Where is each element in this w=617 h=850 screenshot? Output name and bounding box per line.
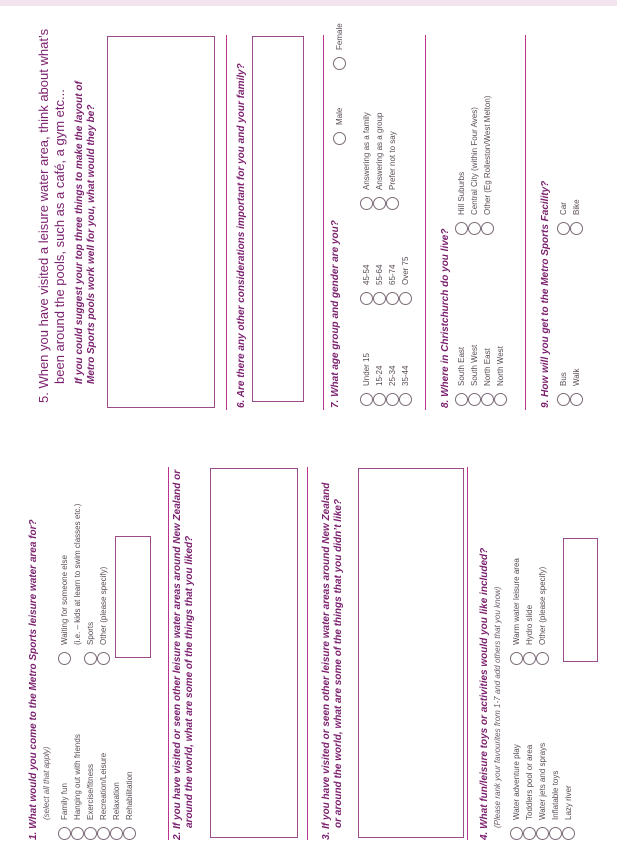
option-label: Hill Suburbs (456, 171, 466, 215)
q5-sub-line1: If you could suggest your top three things to make the layout of (74, 81, 85, 384)
option-label: 45-54 (361, 264, 371, 285)
option-label: Car (558, 202, 568, 215)
option-item[interactable] (562, 743, 575, 840)
option-label: 25-34 (387, 365, 397, 386)
q5-title-line2: been around the pools, such as a café, a gym etc... (52, 89, 67, 384)
option-label: Hydro slide (524, 604, 534, 645)
option-label: North West (495, 346, 505, 386)
option-label: South East (456, 346, 466, 386)
option-label: (i.e. – kids at learn to swim classes etc.) (72, 503, 82, 645)
radio-circle[interactable] (84, 827, 97, 840)
option-label: 65-74 (387, 264, 397, 285)
option-item[interactable] (557, 369, 570, 406)
q1-divider (168, 467, 169, 840)
q9-title: 9. How will you get to the Metro Sports Facility? (540, 180, 551, 408)
option-label: Other (please specify) (537, 566, 547, 645)
radio-circle[interactable] (333, 57, 346, 70)
q7-options-col2 (360, 257, 412, 305)
option-item[interactable] (494, 345, 507, 406)
q1-title: 1. What would you come to the Metro Sports leisure water area for? (28, 519, 39, 840)
option-item[interactable] (510, 558, 523, 665)
radio-circle[interactable] (510, 827, 523, 840)
radio-circle[interactable] (386, 393, 399, 406)
q3-title-line2: or around the world, what are some of the things that you didn’t like? (333, 498, 344, 828)
option-item[interactable] (373, 353, 386, 406)
option-label: Other (Eg Rolleston/West Melton) (482, 95, 492, 215)
option-label: Walk (571, 368, 581, 386)
option-label: Relaxation (111, 782, 121, 820)
q7-divider (425, 35, 426, 410)
option-label: Prefer not to say (387, 131, 397, 190)
option-label: Waiting for someone else (59, 555, 69, 645)
radio-circle[interactable] (536, 827, 549, 840)
option-label: 35-44 (400, 365, 410, 386)
radio-circle[interactable] (58, 652, 71, 665)
radio-circle[interactable] (523, 652, 536, 665)
option-item[interactable] (84, 504, 97, 665)
option-item[interactable] (523, 743, 536, 840)
option-label: South West (469, 344, 479, 386)
q7-options-col3 (360, 112, 399, 210)
option-item[interactable] (386, 257, 399, 305)
option-item[interactable] (399, 353, 412, 406)
option-item[interactable] (536, 558, 549, 665)
radio-circle[interactable] (570, 222, 583, 235)
radio-circle[interactable] (373, 292, 386, 305)
radio-circle[interactable] (455, 393, 468, 406)
radio-circle[interactable] (399, 393, 412, 406)
option-label: Other (please specify) (98, 566, 108, 645)
radio-circle[interactable] (97, 827, 110, 840)
option-item[interactable] (481, 345, 494, 406)
option-item[interactable] (455, 345, 468, 406)
option-item[interactable] (557, 199, 570, 235)
q1-other-answer-box[interactable] (115, 536, 151, 658)
q6-answer-box[interactable] (252, 36, 304, 402)
radio-circle[interactable] (71, 827, 84, 840)
option-item[interactable] (58, 734, 71, 840)
option-item[interactable] (360, 112, 373, 210)
q7-options-col1 (360, 353, 412, 406)
option-label: Lazy river (563, 785, 573, 820)
radio-circle[interactable] (557, 393, 570, 406)
q7-male-option[interactable]: Male (333, 108, 346, 145)
radio-circle[interactable] (58, 827, 71, 840)
option-item[interactable] (523, 558, 536, 665)
option-label: 15-24 (374, 365, 384, 386)
option-label: Water jets and sprays (537, 742, 547, 820)
option-label: Inflatable toys (550, 770, 560, 820)
option-item[interactable] (97, 504, 110, 665)
radio-circle[interactable] (557, 222, 570, 235)
q9-options-col2 (557, 199, 583, 235)
option-item[interactable] (455, 96, 468, 235)
option-item[interactable] (386, 353, 399, 406)
q4-options-col1 (510, 743, 575, 840)
option-label: Recreation/Leisure (98, 752, 108, 820)
radio-circle[interactable] (570, 393, 583, 406)
q4-other-answer-box[interactable] (563, 538, 598, 662)
option-label: Over 75 (400, 256, 410, 285)
option-item[interactable] (386, 112, 399, 210)
option-item[interactable] (71, 504, 84, 665)
option-item[interactable] (549, 743, 562, 840)
radio-circle[interactable] (373, 393, 386, 406)
q1-options-col1 (58, 734, 136, 840)
option-item[interactable] (110, 734, 123, 840)
option-item[interactable] (570, 199, 583, 235)
radio-circle[interactable] (562, 827, 575, 840)
radio-circle[interactable] (468, 222, 481, 235)
q5-title-line1: 5. When you have visited a leisure water area, think about what’s (36, 28, 51, 403)
radio-circle[interactable] (360, 197, 373, 210)
q7-title: 7. What age group and gender are you? (330, 220, 341, 408)
option-item[interactable] (84, 734, 97, 840)
option-item[interactable] (71, 734, 84, 840)
q2-title-line2: around the world, what are some of the things that you liked? (184, 535, 195, 828)
option-label: Family fun (59, 783, 69, 820)
q1-note: (select all that apply) (42, 746, 51, 820)
option-label: Rehabilitation (124, 771, 134, 820)
q3-title-line1: 3. If you have visited or seen other leisure water areas around New Zealand (321, 482, 332, 840)
q6-title: 6. Are there any other considerations important for you and your family? (236, 63, 247, 408)
q4-options-col2 (510, 558, 549, 665)
radio-circle[interactable] (536, 652, 549, 665)
option-item[interactable] (468, 345, 481, 406)
q6-divider (323, 35, 324, 410)
option-item[interactable] (399, 257, 412, 305)
option-item[interactable] (123, 734, 136, 840)
q3-answer-box[interactable] (358, 468, 464, 838)
radio-circle[interactable] (549, 827, 562, 840)
q9-options-col1 (557, 369, 583, 406)
option-label: Central City (within Four Aves) (469, 107, 479, 215)
radio-circle[interactable] (333, 132, 346, 145)
radio-circle[interactable] (523, 827, 536, 840)
option-label: Answering as a group (374, 112, 384, 190)
option-item[interactable] (58, 504, 71, 665)
q8-options-col2 (455, 96, 494, 235)
radio-circle[interactable] (97, 652, 110, 665)
radio-circle[interactable] (481, 222, 494, 235)
option-label: Warm water leisure area (511, 558, 521, 645)
option-item[interactable] (570, 369, 583, 406)
option-item[interactable] (360, 257, 373, 305)
radio-circle[interactable] (84, 652, 97, 665)
option-label: Answering as a family (361, 112, 371, 190)
option-label: Sports (85, 621, 95, 645)
option-item[interactable] (468, 96, 481, 235)
q2-title-line1: 2. If you have visited or seen other leisure water areas around New Zealand or (172, 469, 183, 840)
option-item[interactable] (360, 353, 373, 406)
q2-divider (307, 467, 308, 840)
radio-circle[interactable] (481, 393, 494, 406)
radio-circle[interactable] (360, 393, 373, 406)
q5-answer-box[interactable] (107, 36, 215, 408)
option-label: 55-64 (374, 264, 384, 285)
q2-answer-box[interactable] (210, 468, 298, 838)
option-label: Water adventure play (511, 744, 521, 820)
option-item[interactable] (510, 743, 523, 840)
q7-female-option[interactable]: Female (333, 23, 346, 70)
option-item[interactable] (481, 96, 494, 235)
page-edge (0, 0, 617, 6)
option-label: North East (482, 348, 492, 386)
q8-options-col1 (455, 345, 507, 406)
q5-sub-line2: Metro Sports pools work well for you, what would they be? (86, 104, 97, 384)
radio-circle[interactable] (468, 393, 481, 406)
radio-circle[interactable] (510, 652, 523, 665)
radio-circle[interactable] (360, 292, 373, 305)
q4-title: 4. What fun/leisure toys or activities would you like included? (479, 547, 490, 840)
option-item[interactable] (536, 743, 549, 840)
option-label: Exercise/fitness (85, 763, 95, 820)
radio-circle[interactable] (494, 393, 507, 406)
option-item[interactable] (373, 112, 386, 210)
option-label: Bus (558, 372, 568, 386)
radio-circle[interactable] (123, 827, 136, 840)
option-item[interactable] (97, 734, 110, 840)
option-label: Bike (571, 199, 581, 215)
option-item[interactable] (373, 257, 386, 305)
q3-divider (467, 467, 468, 840)
q8-divider (525, 35, 526, 410)
radio-circle[interactable] (386, 197, 399, 210)
option-label: Under 15 (361, 353, 371, 386)
q8-title: 8. Where in Christchurch do you live? (440, 228, 451, 408)
radio-circle[interactable] (110, 827, 123, 840)
q5-divider (226, 35, 227, 410)
q4-note: (Please rank your favourites from 1-7 and add others that you know) (493, 586, 502, 828)
radio-circle[interactable] (373, 197, 386, 210)
option-label: Toddlers pool or area (524, 744, 534, 820)
radio-circle[interactable] (455, 222, 468, 235)
radio-circle[interactable] (399, 292, 412, 305)
option-label: Hanging out with friends (72, 734, 82, 820)
q1-options-col2 (58, 504, 110, 665)
radio-circle[interactable] (386, 292, 399, 305)
